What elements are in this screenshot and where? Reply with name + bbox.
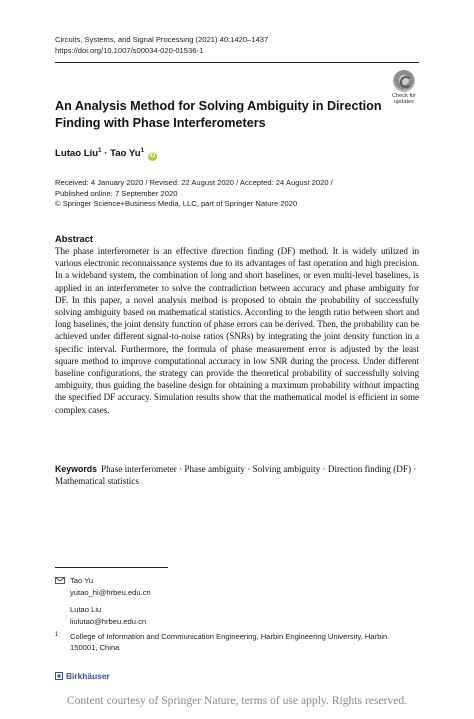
affiliation-block	[55, 632, 419, 653]
footnote-rule	[55, 567, 168, 568]
keywords-heading: Keywords	[55, 464, 98, 474]
affiliation-line: 150001, China	[70, 642, 120, 652]
author-separator: ·	[104, 148, 108, 159]
doi-link[interactable]: https://doi.org/10.1007/s00034-020-01536-1	[55, 45, 204, 55]
dates-line: Received: 4 January 2020 / Revised: 22 August 2020 / Accepted: 24 August 2020 /	[55, 178, 333, 187]
author-affiliation-mark: 1	[140, 148, 144, 154]
dates-line: Published online: 7 September 2020	[55, 188, 178, 198]
corresponding-author-name: Tao Yu	[70, 576, 94, 585]
corresponding-author-email[interactable]: yutao_hi@hrbeu.edu.cn	[70, 587, 151, 597]
abstract-heading: Abstract	[55, 233, 94, 244]
courtesy-notice: Content courtesy of Springer Nature, terms of use apply. Rights reserved.	[66, 694, 408, 707]
keywords-text: Phase interferometer · Phase ambiguity · Solving ambiguity · Direction finding (DF) · Mathematical statistics	[55, 464, 417, 487]
author-name[interactable]: Lutao Liu	[55, 148, 99, 159]
author-list	[55, 148, 157, 161]
paper-title: An Analysis Method for Solving Ambiguity in Direction Finding with Phase Interferometers	[55, 99, 382, 130]
keywords-section	[55, 463, 419, 487]
orcid-icon[interactable]: iD	[149, 153, 156, 159]
author-affiliation-mark: 1	[98, 148, 102, 154]
check-updates-label: Check for updates	[392, 93, 416, 106]
publication-dates	[55, 178, 333, 210]
publisher-logo	[55, 671, 110, 681]
journal-header	[55, 35, 268, 56]
header-rule	[55, 62, 419, 63]
affiliation-mark: 1	[55, 632, 59, 638]
publisher-name: Birkhäuser	[66, 671, 110, 681]
envelope-icon	[55, 577, 65, 584]
author-email[interactable]: liulutao@hrbeu.edu.cn	[70, 616, 147, 626]
birkhauser-logo-icon	[55, 672, 63, 680]
author-name: Lutao Liu	[70, 605, 102, 614]
correspondence-block	[70, 575, 151, 627]
check-updates-icon	[393, 70, 415, 92]
journal-citation: Circuits, Systems, and Signal Processing (2021) 40:1420–1437	[55, 35, 269, 44]
abstract-text: The phase interferometer is an effective direction finding (DF) method. It is widely utilized in various electronic reconnaissance systems due to its advantages of fast operation and high precision. In a wideband system, the combination of long and short baselines, or even multi-level baselines, is applied in an interferometer to solve the contradiction between accuracy and phase ambiguity for DF. In this paper, a novel analysis method is proposed to obtain the probability of successfully solving ambiguity based on mathematical statistics. According to the length ratio between short and long baselines, the joint density function of phase errors can be derived. Then, the probability can be achieved under different signal-to-noise ratios (SNRs) by integrating the joint density function in a specific interval. Furthermore, the formula of phase measurement error is adjusted by the least square method to improve computational accuracy in low SNR during the process. Under different baseline configurations, the strategy can provide the theoretical probability of successfully solving ambiguity, thus guiding the baseline design for obtaining a maximum probability without impacting the specified DF accuracy. Simulation results show that the mathematical model is efficient in some complex cases.	[55, 246, 419, 415]
author-name[interactable]: Tao Yu	[110, 148, 141, 159]
copyright-line: © Springer Science+Business Media, LLC, part of Springer Nature 2020	[55, 199, 298, 208]
affiliation-line: College of Information and Communication Engineering, Harbin Engineering University, Harbin	[70, 632, 388, 641]
